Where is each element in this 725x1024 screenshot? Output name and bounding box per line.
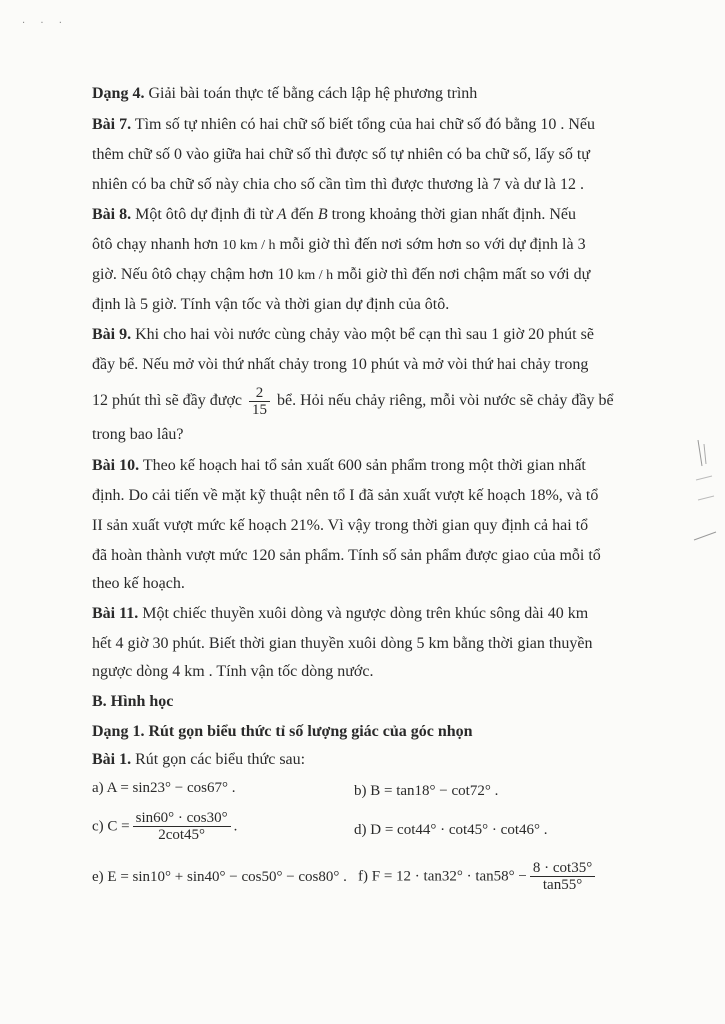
var-a: A [276, 206, 287, 223]
bai10-line-2: định. Do cải tiến về mặt kỹ thuật nên tổ I đã sản xuất vượt kế hoạch 18%, và tổ [92, 487, 599, 504]
expr-c-tail: . [233, 818, 238, 835]
expr-f-numerator: 8 · cot35° [532, 860, 593, 876]
fraction-numerator: 2 [255, 385, 264, 401]
expr-e: e) E = sin10° + sin40° − cos50° − cos80° . [92, 869, 347, 885]
expr-f [358, 860, 598, 893]
dang4-heading-bold: Dạng 4. [92, 85, 145, 102]
fraction-2-15 [249, 385, 270, 418]
bai8-text-c: trong khoảng thời gian nhất định. Nếu [327, 206, 577, 223]
bai9-line-3 [92, 385, 614, 418]
bai8-line3-a: giờ. Nếu ôtô chạy chậm hơn 10 [92, 266, 298, 283]
bai8-text-b: đến [286, 206, 318, 223]
bai11-text: Một chiếc thuyền xuôi dòng và ngược dòng trên khúc sông dài 40 km [138, 605, 589, 622]
speed-value: 10 km / h [222, 238, 276, 253]
bai8-line-2 [92, 235, 586, 256]
dang4-heading-text: Giải bài toán thực tế bằng cách lập hệ phương trình [144, 85, 478, 102]
expr-c-fraction [133, 810, 231, 843]
bai9-line3-a: 12 phút thì sẽ đầy được [92, 392, 246, 410]
expr-c-denominator: 2cot45° [133, 826, 231, 843]
bai11-label: Bài 11. [92, 605, 139, 622]
bai9-line-4: trong bao lâu? [92, 426, 184, 443]
bai1-line [92, 750, 305, 770]
var-b: B [317, 206, 328, 223]
bai8-line-1 [92, 205, 576, 225]
bai10-line-1 [92, 456, 586, 476]
bai9-line3-b: bể. Hỏi nếu chảy riêng, mỗi vòi nước sẽ chảy đầy bể [273, 392, 614, 410]
bai8-text-a: Một ôtô dự định đi từ [131, 206, 277, 223]
dang4-heading [92, 84, 477, 104]
bai7-label: Bài 7. [92, 116, 132, 133]
expr-c [92, 810, 237, 843]
bai7-line-3: nhiên có ba chữ số này chia cho số cần tìm thì được thương là 7 và dư là 12 . [92, 176, 584, 193]
bai7-line-1 [92, 115, 595, 135]
fraction-denominator: 15 [249, 401, 270, 418]
bai8-label: Bài 8. [92, 206, 132, 223]
bai1-label: Bài 1. [92, 751, 132, 768]
expr-d: d) D = cot44° · cot45° · cot46° . [354, 822, 548, 838]
bai10-label: Bài 10. [92, 457, 140, 474]
hinh-hoc-heading: B. Hình học [92, 693, 174, 710]
scan-dots-mark: · · · [22, 18, 68, 29]
bai9-text: Khi cho hai vòi nước cùng chảy vào một bể cạn thì sau 1 giờ 20 phút sẽ [131, 326, 594, 343]
bai10-line-5: theo kế hoạch. [92, 575, 185, 592]
bai8-line2-a: ôtô chạy nhanh hơn [92, 236, 223, 253]
bai10-text: Theo kế hoạch hai tổ sản xuất 600 sản phẩm trong một thời gian nhất [139, 457, 586, 474]
expr-f-lead: f) F = 12 · tan32° · tan58° − [358, 868, 527, 885]
bai8-line-3 [92, 265, 590, 286]
speed-unit: km / h [297, 268, 334, 283]
expr-f-fraction [530, 860, 595, 893]
expr-f-denominator: tan55° [530, 876, 595, 893]
bai10-line-4: đã hoàn thành vượt mức 120 sản phẩm. Tính số sản phẩm được giao của mỗi tổ [92, 547, 601, 564]
bai9-line-2: đầy bể. Nếu mở vòi thứ nhất chảy trong 10 phút và mở vòi thứ hai chảy trong [92, 356, 589, 373]
bai7-text: Tìm số tự nhiên có hai chữ số biết tổng của hai chữ số đó bằng 10 . Nếu [131, 116, 595, 133]
bai11-line-1 [92, 604, 588, 624]
bai8-line-4: định là 5 giờ. Tính vận tốc và thời gian dự định của ôtô. [92, 296, 450, 313]
bai11-line-3: ngược dòng 4 km . Tính vận tốc dòng nước. [92, 663, 374, 680]
bai7-line-2: thêm chữ số 0 vào giữa hai chữ số thì được số tự nhiên có ba chữ số, lấy số tự [92, 146, 590, 163]
bai8-line3-b: mỗi giờ thì đến nơi chậm mất so với dự [333, 266, 591, 283]
expr-c-numerator: sin60° · cos30° [135, 810, 228, 826]
bai9-line-1 [92, 325, 594, 345]
scan-edge-mark [690, 440, 720, 560]
expr-b: b) B = tan18° − cot72° . [354, 783, 499, 799]
bai8-line2-b: mỗi giờ thì đến nơi sớm hơn so với dự định là 3 [275, 236, 586, 253]
expr-a: a) A = sin23° − cos67° . [92, 780, 236, 796]
bai11-line-2: hết 4 giờ 30 phút. Biết thời gian thuyền xuôi dòng 5 km bằng thời gian thuyền [92, 635, 593, 652]
bai1-text: Rút gọn các biểu thức sau: [131, 751, 306, 768]
bai10-line-3: II sản xuất vượt mức kế hoạch 21%. Vì vậy trong thời gian quy định cả hai tổ [92, 517, 589, 534]
dang1-heading: Dạng 1. Rút gọn biểu thức tỉ số lượng giác của góc nhọn [92, 723, 473, 740]
bai9-label: Bài 9. [92, 326, 132, 343]
expr-c-lead: c) C = [92, 818, 130, 835]
